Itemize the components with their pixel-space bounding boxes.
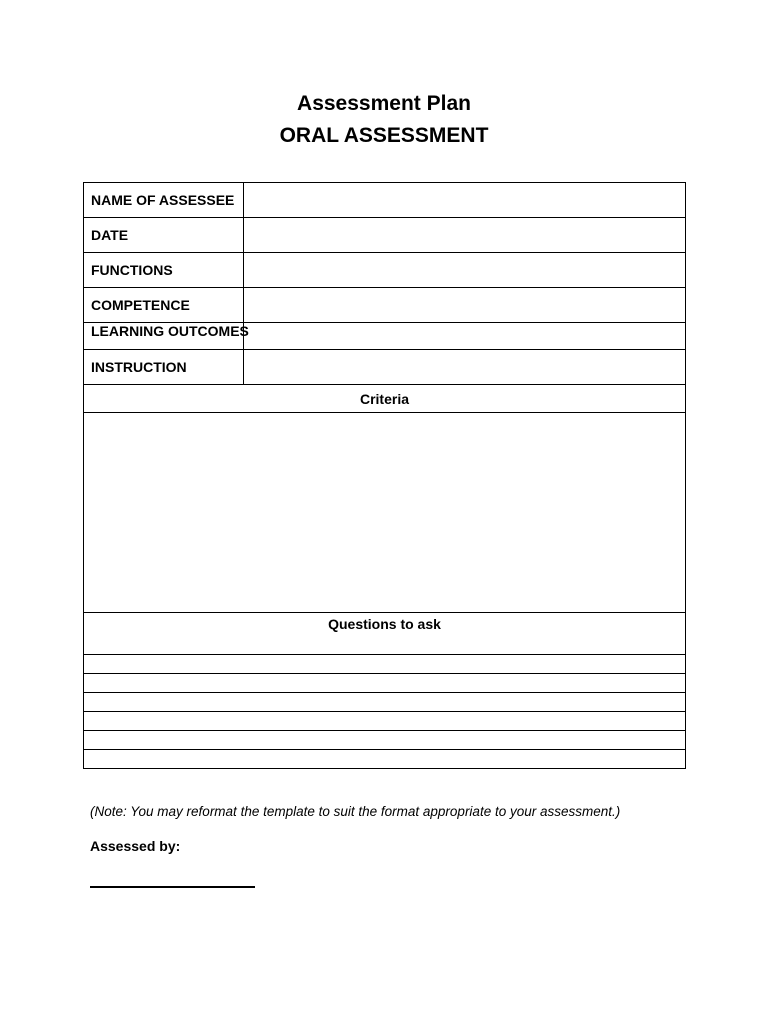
template-note: (Note: You may reformat the template to suit the format appropriate to your assessment.) <box>90 804 621 819</box>
criteria-header: Criteria <box>84 385 686 413</box>
criteria-field[interactable] <box>84 413 686 613</box>
questions-header-row <box>84 613 686 655</box>
field-label: LEARNING OUTCOMES <box>84 323 244 350</box>
field-label: FUNCTIONS <box>84 253 244 288</box>
question-field[interactable] <box>84 712 686 731</box>
question-row <box>84 750 686 769</box>
assessment-form-table <box>83 182 686 769</box>
question-row <box>84 712 686 731</box>
functions-field[interactable] <box>244 253 686 288</box>
field-label: DATE <box>84 218 244 253</box>
signature-line[interactable] <box>90 886 255 888</box>
document-title: Assessment Plan <box>297 92 471 115</box>
assessed-by-label: Assessed by: <box>90 838 181 854</box>
instruction-field[interactable] <box>244 350 686 385</box>
title-block <box>0 88 768 152</box>
question-field[interactable] <box>84 731 686 750</box>
question-row <box>84 731 686 750</box>
question-field[interactable] <box>84 674 686 693</box>
form-row-competence <box>84 288 686 323</box>
form-row-learning-outcomes <box>84 323 686 350</box>
field-label: NAME OF ASSESSEE <box>84 183 244 218</box>
name-of-assessee-field[interactable] <box>244 183 686 218</box>
form-row-date <box>84 218 686 253</box>
questions-header: Questions to ask <box>84 613 686 655</box>
form-row-instruction <box>84 350 686 385</box>
question-field[interactable] <box>84 693 686 712</box>
competence-field[interactable] <box>244 288 686 323</box>
question-row <box>84 693 686 712</box>
form-row-functions <box>84 253 686 288</box>
field-label: INSTRUCTION <box>84 350 244 385</box>
criteria-body-row <box>84 413 686 613</box>
criteria-header-row <box>84 385 686 413</box>
field-label: COMPETENCE <box>84 288 244 323</box>
question-row <box>84 655 686 674</box>
learning-outcomes-field[interactable] <box>244 323 686 350</box>
date-field[interactable] <box>244 218 686 253</box>
question-row <box>84 674 686 693</box>
question-field[interactable] <box>84 655 686 674</box>
document-subtitle: ORAL ASSESSMENT <box>279 124 489 147</box>
form-row-name-of-assessee <box>84 183 686 218</box>
question-field[interactable] <box>84 750 686 769</box>
